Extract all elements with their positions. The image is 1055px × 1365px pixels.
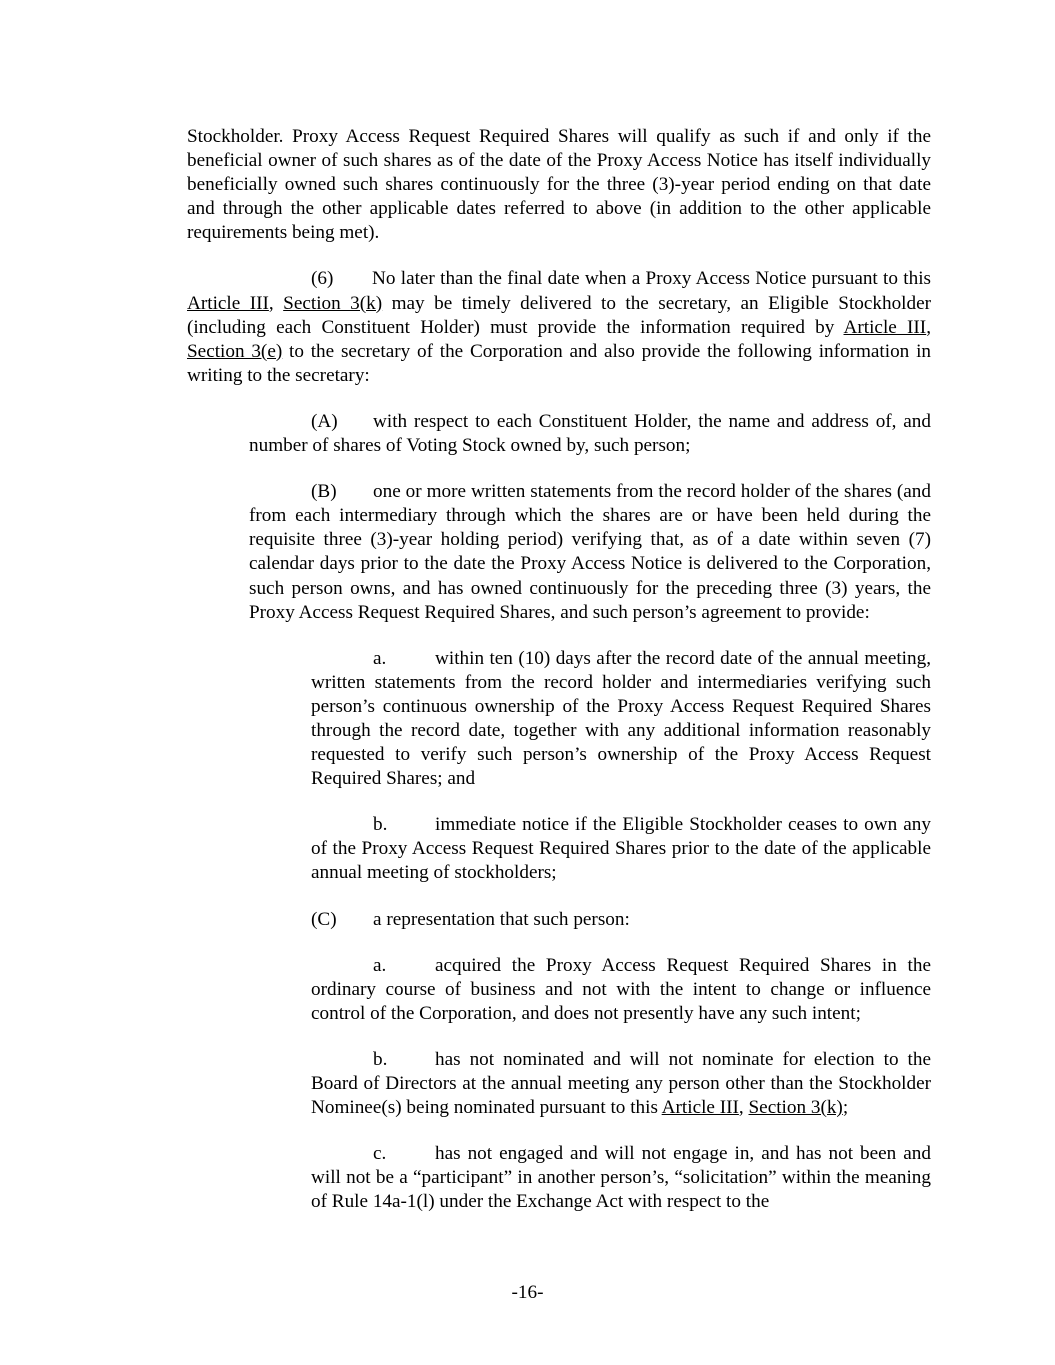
text-run: No later than the final date when a Proxy Access Notice pursuant to this (372, 268, 931, 290)
paragraph-B (187, 480, 931, 625)
text-run: , (268, 292, 284, 314)
paragraph-number: a. (373, 647, 387, 669)
paragraph-B-a (187, 647, 931, 792)
paragraph-text: acquired the Proxy Access Request Required Shares in the ordinary course of business and not with the intent to change or influence control of the Corporation, and does not presently have any such intent; (311, 954, 931, 1024)
paragraph-text: with respect to each Constituent Holder, the name and address of, and number of shares of Voting Stock owned by, such person; (249, 410, 931, 457)
reference-section-3k: Section 3(k) (748, 1097, 843, 1119)
paragraph-number: a. (373, 954, 387, 976)
paragraph-number: (A) (311, 410, 338, 432)
paragraph-text: a representation that such person: (373, 908, 630, 930)
paragraph-C-b (187, 1048, 931, 1120)
paragraph-number: c. (373, 1143, 387, 1165)
reference-section-3k: Section 3(k) (283, 292, 383, 314)
reference-article-iii: Article III (661, 1097, 739, 1119)
paragraph-text: within ten (10) days after the record date of the annual meeting, written statements from the record holder and intermediaries verifying such person’s continuous ownership of the Proxy Access Request Required Shares through the record date, together with any additional information reasonably requested to verify such person’s ownership of the Proxy Access Request Required Shares; and (311, 647, 931, 790)
paragraph-C-c (187, 1142, 931, 1214)
paragraph-number: b. (373, 814, 388, 836)
paragraph-number: (B) (311, 481, 337, 503)
paragraph-number: b. (373, 1048, 388, 1070)
paragraph-B-b (187, 813, 931, 885)
paragraph-A (187, 410, 931, 458)
paragraph-text: has not engaged and will not engage in, and has not been and will not be a “participant” in another person’s, “solicitation” within the meaning of Rule 14a-1(l) under the Exchange Act with respect to the (311, 1143, 931, 1213)
page-number: -16- (511, 1282, 544, 1303)
reference-article-iii: Article III (843, 316, 927, 338)
text-run: , (926, 316, 931, 338)
paragraph-6 (187, 267, 931, 387)
paragraph-C (187, 908, 931, 932)
document-body (187, 125, 931, 1236)
reference-section-3e: Section 3(e) (187, 340, 283, 362)
paragraph-C-a (187, 954, 931, 1026)
paragraph-text: immediate notice if the Eligible Stockholder ceases to own any of the Proxy Access Request Required Shares prior to the date of the applicable annual meeting of stockholders; (311, 814, 931, 884)
reference-article-iii: Article III (187, 292, 269, 314)
text-run: to the secretary of the Corporation and also provide the following information in writing to the secretary: (187, 340, 931, 386)
paragraph-continued: Stockholder. Proxy Access Request Required Shares will qualify as such if and only if the beneficial owner of such shares as of the date of the Proxy Access Notice has itself individually beneficially owned such shares continuously for the three (3)-year period ending on that date and through the other applicable dates referred to above (in addition to the other applicable requirements being met). (187, 126, 931, 244)
text-run: , (738, 1097, 749, 1119)
paragraph-text: one or more written statements from the record holder of the shares (and from each intermediary through which the shares are or have been held during the requisite three (3)-year holding period) verifying that, as of a date within seven (7) calendar days prior to the date the Proxy Access Notice is delivered to the Corporation, such person owns, and has owned continuously for the preceding three (3) years, the Proxy Access Request Required Shares, and such person’s agreement to provide: (249, 481, 931, 623)
text-run: ; (842, 1097, 849, 1119)
paragraph-text: has not nominated and will not nominate for election to the Board of Directors at the annual meeting any person other than the Stockholder Nominee(s) being nominated pursuant to this (311, 1048, 931, 1119)
paragraph-number: (6) (311, 268, 334, 290)
text-run: may be timely delivered to the secretary, an Eligible Stockholder (including each Constituent Holder) must provide the information required by (187, 292, 931, 338)
paragraph-number: (C) (311, 908, 337, 930)
